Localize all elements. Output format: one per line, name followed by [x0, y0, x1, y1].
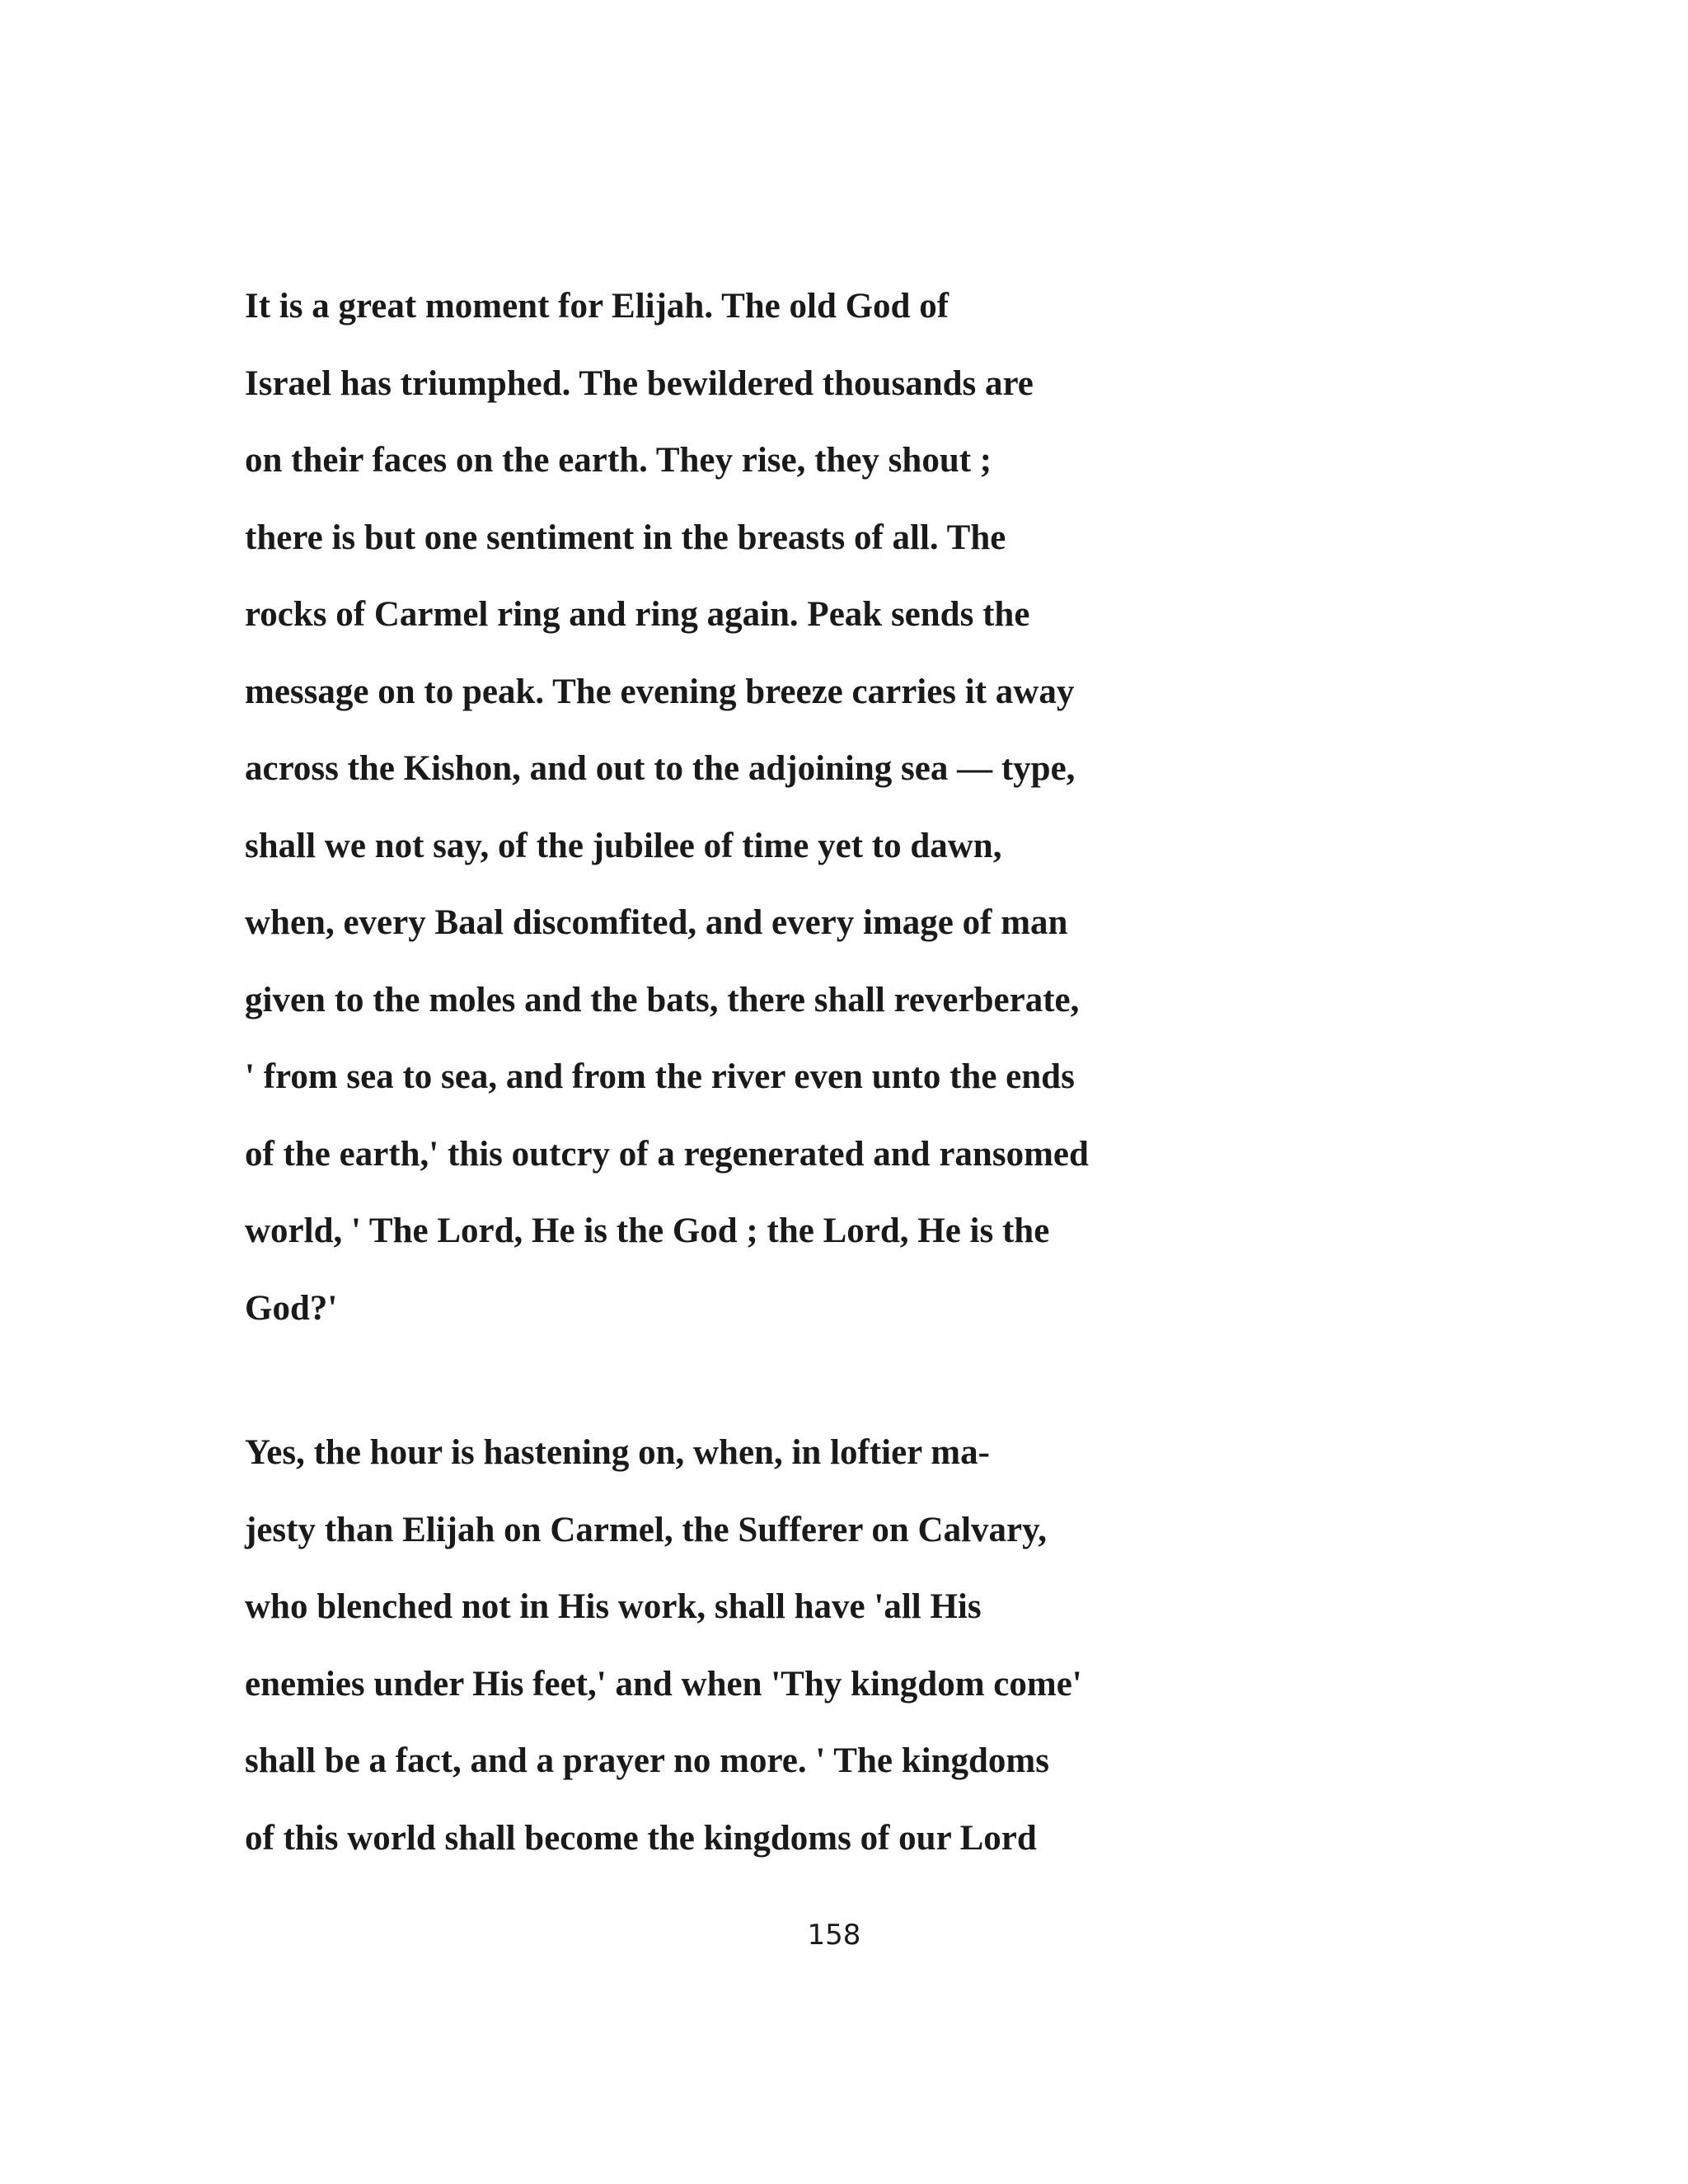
text-line: of this world shall become the kingdoms of our Lord — [245, 1818, 1037, 1858]
paragraph-1 — [245, 268, 1089, 1347]
page-number: 158 — [807, 1919, 861, 1952]
text-line: God?' — [245, 1288, 338, 1328]
text-line: world, ' The Lord, He is the God ; the Lord, He is the — [245, 1212, 1050, 1250]
text-line: on their faces on the earth. They rise, they shout ; — [245, 441, 992, 480]
text-line: shall we not say, of the jubilee of time yet to dawn, — [245, 826, 1002, 865]
text-line: enemies under His feet,' and when 'Thy kingdom come' — [245, 1664, 1082, 1704]
text-line: ' from sea to sea, and from the river even unto the ends — [245, 1057, 1075, 1096]
text-line: given to the moles and the bats, there shall reverberate, — [245, 980, 1080, 1019]
text-line: Israel has triumphed. The bewildered thousands are — [245, 363, 1034, 403]
text-line: of the earth,' this outcry of a regenerated and ransomed — [245, 1134, 1089, 1174]
text-line: rocks of Carmel ring and ring again. Peak sends the — [245, 595, 1030, 634]
text-line: who blenched not in His work, shall have 'all His — [245, 1587, 982, 1626]
text-line: It is a great moment for Elijah. The old God of — [245, 287, 950, 326]
text-line: shall be a fact, and a prayer no more. ' The kingdoms — [245, 1741, 1049, 1780]
text-line: there is but one sentiment in the breasts of all. The — [245, 518, 1006, 557]
text-line: across the Kishon, and out to the adjoining sea — type, — [245, 749, 1076, 788]
paragraph-2 — [245, 1414, 1082, 1877]
text-line: message on to peak. The evening breeze carries it away — [245, 672, 1075, 711]
text-line: Yes, the hour is hastening on, when, in loftier ma- — [245, 1433, 990, 1472]
text-line: when, every Baal discomfited, and every image of man — [245, 903, 1068, 942]
text-line: jesty than Elijah on Carmel, the Sufferer on Calvary, — [245, 1510, 1048, 1549]
